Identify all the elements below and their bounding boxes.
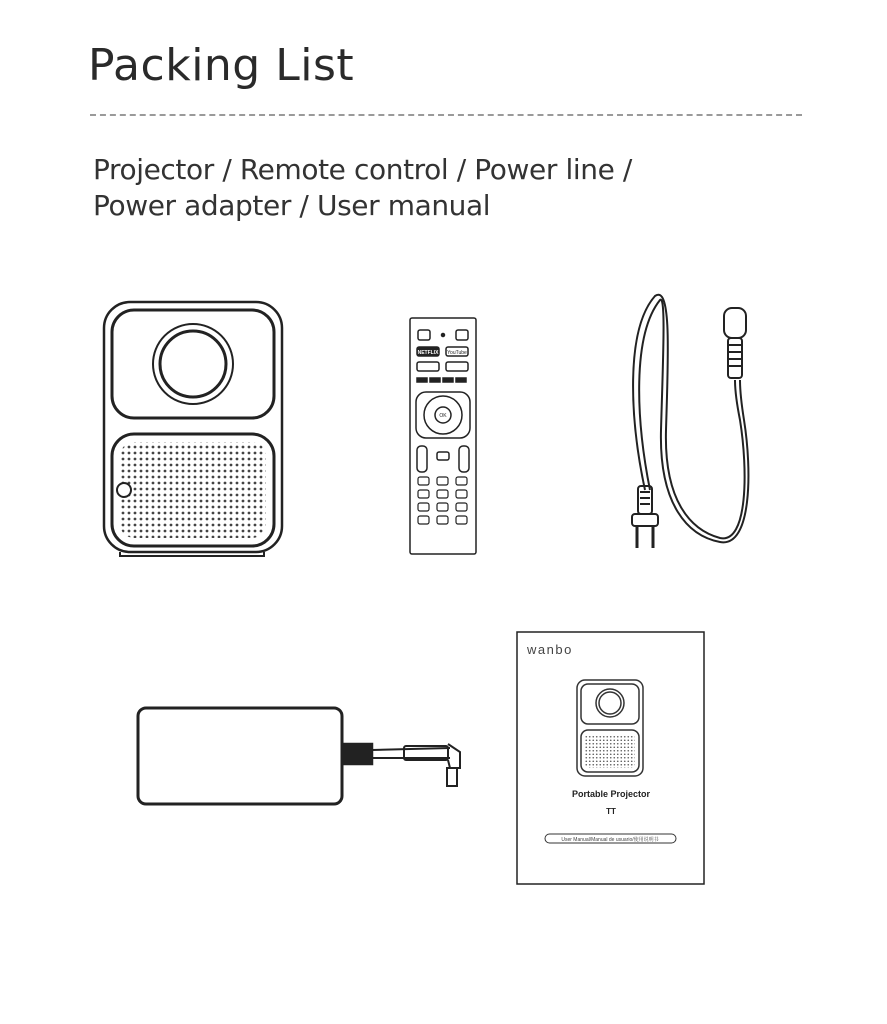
- contents-line-1: Projector / Remote control / Power line /: [93, 153, 632, 186]
- remote-netflix-label: NETFLIX: [417, 350, 439, 356]
- manual-model: TT: [606, 807, 616, 816]
- power-cord-illustration: [632, 295, 748, 548]
- power-adapter-illustration: [138, 708, 460, 804]
- projector-illustration: [104, 302, 282, 556]
- page-title: Packing List: [88, 40, 355, 91]
- user-manual-illustration: [517, 632, 704, 884]
- manual-brand: wanbo: [527, 642, 573, 657]
- remote-youtube-label: YouTube: [447, 350, 467, 356]
- manual-languages: User Manual/Manual de usuario/使用说明书: [561, 837, 659, 843]
- remote-ok-label: OK: [439, 413, 447, 419]
- manual-product: Portable Projector: [571, 789, 651, 799]
- contents-line-2: Power adapter / User manual: [93, 189, 491, 222]
